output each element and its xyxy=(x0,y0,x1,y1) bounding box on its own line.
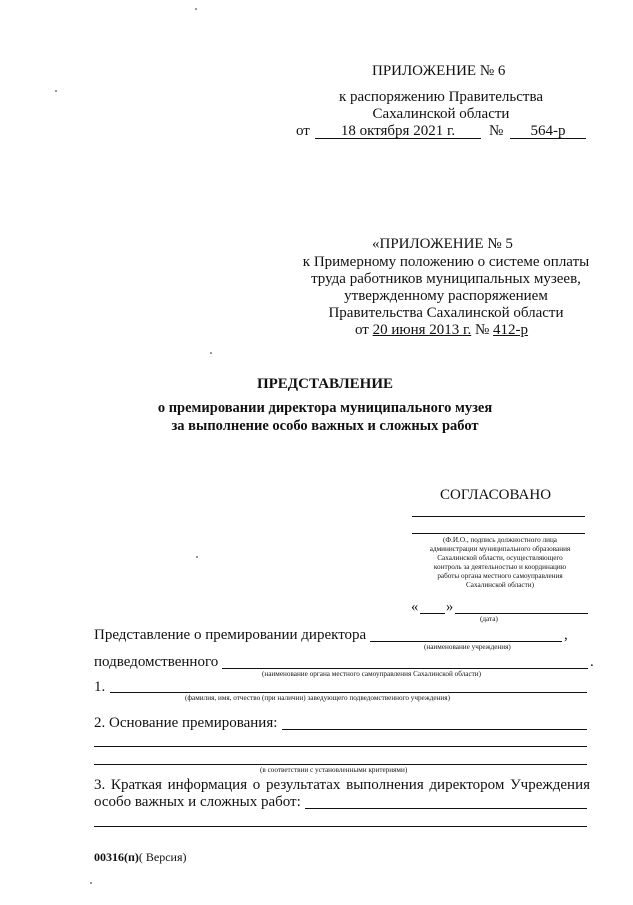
appendix-title: ПРИЛОЖЕНИЕ № 6 xyxy=(372,63,506,79)
approval-date-line xyxy=(455,613,588,614)
approval-caption-5: работы органа местного самоуправления xyxy=(437,572,563,580)
form-intro: Представление о премировании директора xyxy=(94,627,367,643)
footer-version: ( Версия) xyxy=(138,850,187,864)
basis-line-2[interactable] xyxy=(94,746,587,747)
authority-caption: (наименование органа местного самоуправления Сахалинской области) xyxy=(262,670,482,678)
approval-caption-6: Сахалинской области) xyxy=(466,581,534,589)
institution-line[interactable] xyxy=(370,641,562,642)
scan-speck xyxy=(90,882,92,884)
item-2-label: 2. Основание премирования: xyxy=(94,715,278,731)
results-line-2[interactable] xyxy=(94,826,587,827)
person-caption: (фамилия, имя, отчество (при наличии) заведующего подведомственного учреждения) xyxy=(185,694,450,702)
scan-speck xyxy=(210,352,212,354)
quote-line-5 xyxy=(355,321,528,339)
scan-speck xyxy=(195,8,197,10)
item-1-label: 1. xyxy=(94,679,106,695)
document-subtitle-2: за выполнение особо важных и сложных работ xyxy=(171,418,479,434)
quote-number: 412-р xyxy=(493,322,529,338)
approval-caption-2: администрации муниципального образования xyxy=(429,545,571,553)
authority-line[interactable] xyxy=(222,668,588,669)
item-3-line-2: особо важных и сложных работ: xyxy=(94,794,301,810)
order-number: 564-р xyxy=(530,123,566,139)
institution-caption: (наименование учреждения) xyxy=(424,643,511,651)
approval-date-caption: (дата) xyxy=(480,615,498,623)
approval-caption-4: контроль за деятельностью и координацию xyxy=(433,563,567,571)
order-line-1: к распоряжению Правительства xyxy=(338,89,543,105)
quote-line-3: утвержденному распоряжением xyxy=(344,288,548,304)
quote-date: 20 июня 2013 г. xyxy=(372,322,472,338)
quote-from-label: от xyxy=(355,322,369,338)
form-intro-comma: , xyxy=(564,627,568,643)
quote-number-label: № xyxy=(474,322,490,338)
approval-quote-close: » xyxy=(446,599,454,615)
approval-caption-3: Сахалинской области, осуществляющего xyxy=(437,554,563,562)
basis-line-1[interactable] xyxy=(282,729,587,730)
criteria-caption: (в соответствии с установленными критериями) xyxy=(260,766,408,774)
approval-quote-open: « xyxy=(411,599,419,615)
scan-speck xyxy=(55,90,57,92)
approval-signature-line-1 xyxy=(412,516,585,517)
footer-code-line xyxy=(94,850,187,864)
order-date: 18 октября 2021 г. xyxy=(340,123,456,139)
results-line-1[interactable] xyxy=(305,808,587,809)
subordinate-label: подведомственного xyxy=(94,654,219,670)
order-from-label: от xyxy=(296,123,310,139)
basis-line-3[interactable] xyxy=(94,764,587,765)
footer-code: 00316(п) xyxy=(94,850,139,864)
quote-line-4: Правительства Сахалинской области xyxy=(328,305,564,321)
order-number-label: № xyxy=(489,123,504,139)
quoted-appendix-title: «ПРИЛОЖЕНИЕ № 5 xyxy=(372,236,513,252)
item-3-line-1: 3. Краткая информация о результатах выполнения директором Учреждения xyxy=(94,777,590,793)
document-title: ПРЕДСТАВЛЕНИЕ xyxy=(256,376,394,392)
person-line[interactable] xyxy=(110,692,587,693)
document-subtitle-1: о премировании директора муниципального музея xyxy=(157,400,493,416)
approval-heading: СОГЛАСОВАНО xyxy=(440,487,552,503)
approval-caption xyxy=(400,536,600,590)
quote-line-1: к Примерному положению о системе оплаты xyxy=(302,254,590,270)
approval-day-line xyxy=(420,613,445,614)
order-line-2: Сахалинской области xyxy=(372,106,510,122)
scan-speck xyxy=(196,556,198,558)
approval-signature-line-2 xyxy=(412,533,585,534)
approval-caption-1: (Ф.И.О., подпись должностного лица xyxy=(442,536,557,544)
quote-line-2: труда работников муниципальных музеев, xyxy=(311,271,581,287)
subordinate-period: . xyxy=(590,654,594,670)
